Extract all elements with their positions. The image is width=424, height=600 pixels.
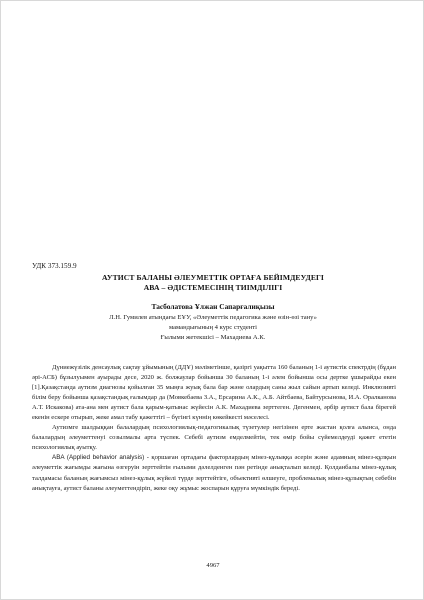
title-line: АУТИСТ БАЛАНЫ ӘЛЕУМЕТТІК ОРТАҒА БЕЙІМДЕУДЕГІ xyxy=(102,273,324,282)
title-line: АВА – ӘДІСТЕМЕСІНІҢ ТИІМДІЛІГІ xyxy=(143,283,283,292)
aba-term: ABA (Applied behavior analysis) xyxy=(52,454,145,462)
affiliation-line: Л.Н. Гумилев атындағы ЕҰУ, «Әлеуметтік педагогика және өзін-өзі тану» xyxy=(109,314,317,321)
affiliation-line: мамандығының 4 курс студенті xyxy=(168,324,258,332)
paper-title xyxy=(41,273,385,293)
page-number: 4967 xyxy=(206,562,220,569)
paragraph-text: - қоршаған ортадағы факторлардың мінез-құлыққа әсерін және адамның мінез-құлқын әлеуметтік жағымды жағына өзгеруін зерттейтін ғылыми дәлелденген пән ретінде анықталып келеді. Қолданбалы мінез-құлық талдамасы баланың жағымсыз мінез-құлық жүйелі түрде зерттейтіге, объективті өлшеуге, проблемалық мінез-құлықтың себебін анықтауға, аутист баланы әлеуметтендіріп, жеке оқу жұмыс жоспарын құруға мүмкіндік береді. xyxy=(32,454,396,492)
paragraph: Дүниежүзілік денсаулық сақтау ұйымының (ДДҰ) мәліметінше, қазіргі уақытта 160 баланың 1-і аутистік спектрдің (бұдан әрі-АСБ) бұзылуымен ауырады десе, 2020 ж. болжаулар бойынша 30 баланың 1-і әлем бойынша осы дертке ұшырайды екен [1].Қазақстанда аутизм диагнозы қойылған 35 мыңға жуық бала бар және олардың саны жыл сайын артып келеді. Инклюзивті білім беру бойынша қазақстандық ғалымдар да (Мовкебаева З.А., Ерсарина А.К., А.Б. Айтбаева, Байтурсынова, И.А. Оралканова А.Т. Искакова) ата-ана мен аутист бала қарым-қатынас жүйесін А.К. Махадиева зерттеген. Дегенмен, әрбір аутист бала бірегей екенін ескере отырып, жеке амал табу қажеттігі – бүгінгі күннің көкейкесті мәселесі. xyxy=(32,364,396,422)
udk-code: УДК 373.159.9 xyxy=(32,262,77,270)
paragraph: Аутизмге шалдыққан балалардың психологиялық-педагогикалық түзетулер негізінен ерте жастан қолға алынса, онда балалардың әлеуметтенуі созылмалы арта түспек. Себебі аутизм емделмейтін, тек өмір бойы сүйемелдеуді қажет ететін психологиялық ауытқу. xyxy=(32,424,396,452)
affiliation-line: Ғылыми жетекшісі – Махадиева А.К. xyxy=(160,334,266,342)
author-affiliation xyxy=(31,313,395,344)
body-text xyxy=(32,363,396,494)
paragraph xyxy=(32,453,396,493)
author-name: Таcболатова Ұлжан Сапарғалиқызы xyxy=(151,302,275,311)
